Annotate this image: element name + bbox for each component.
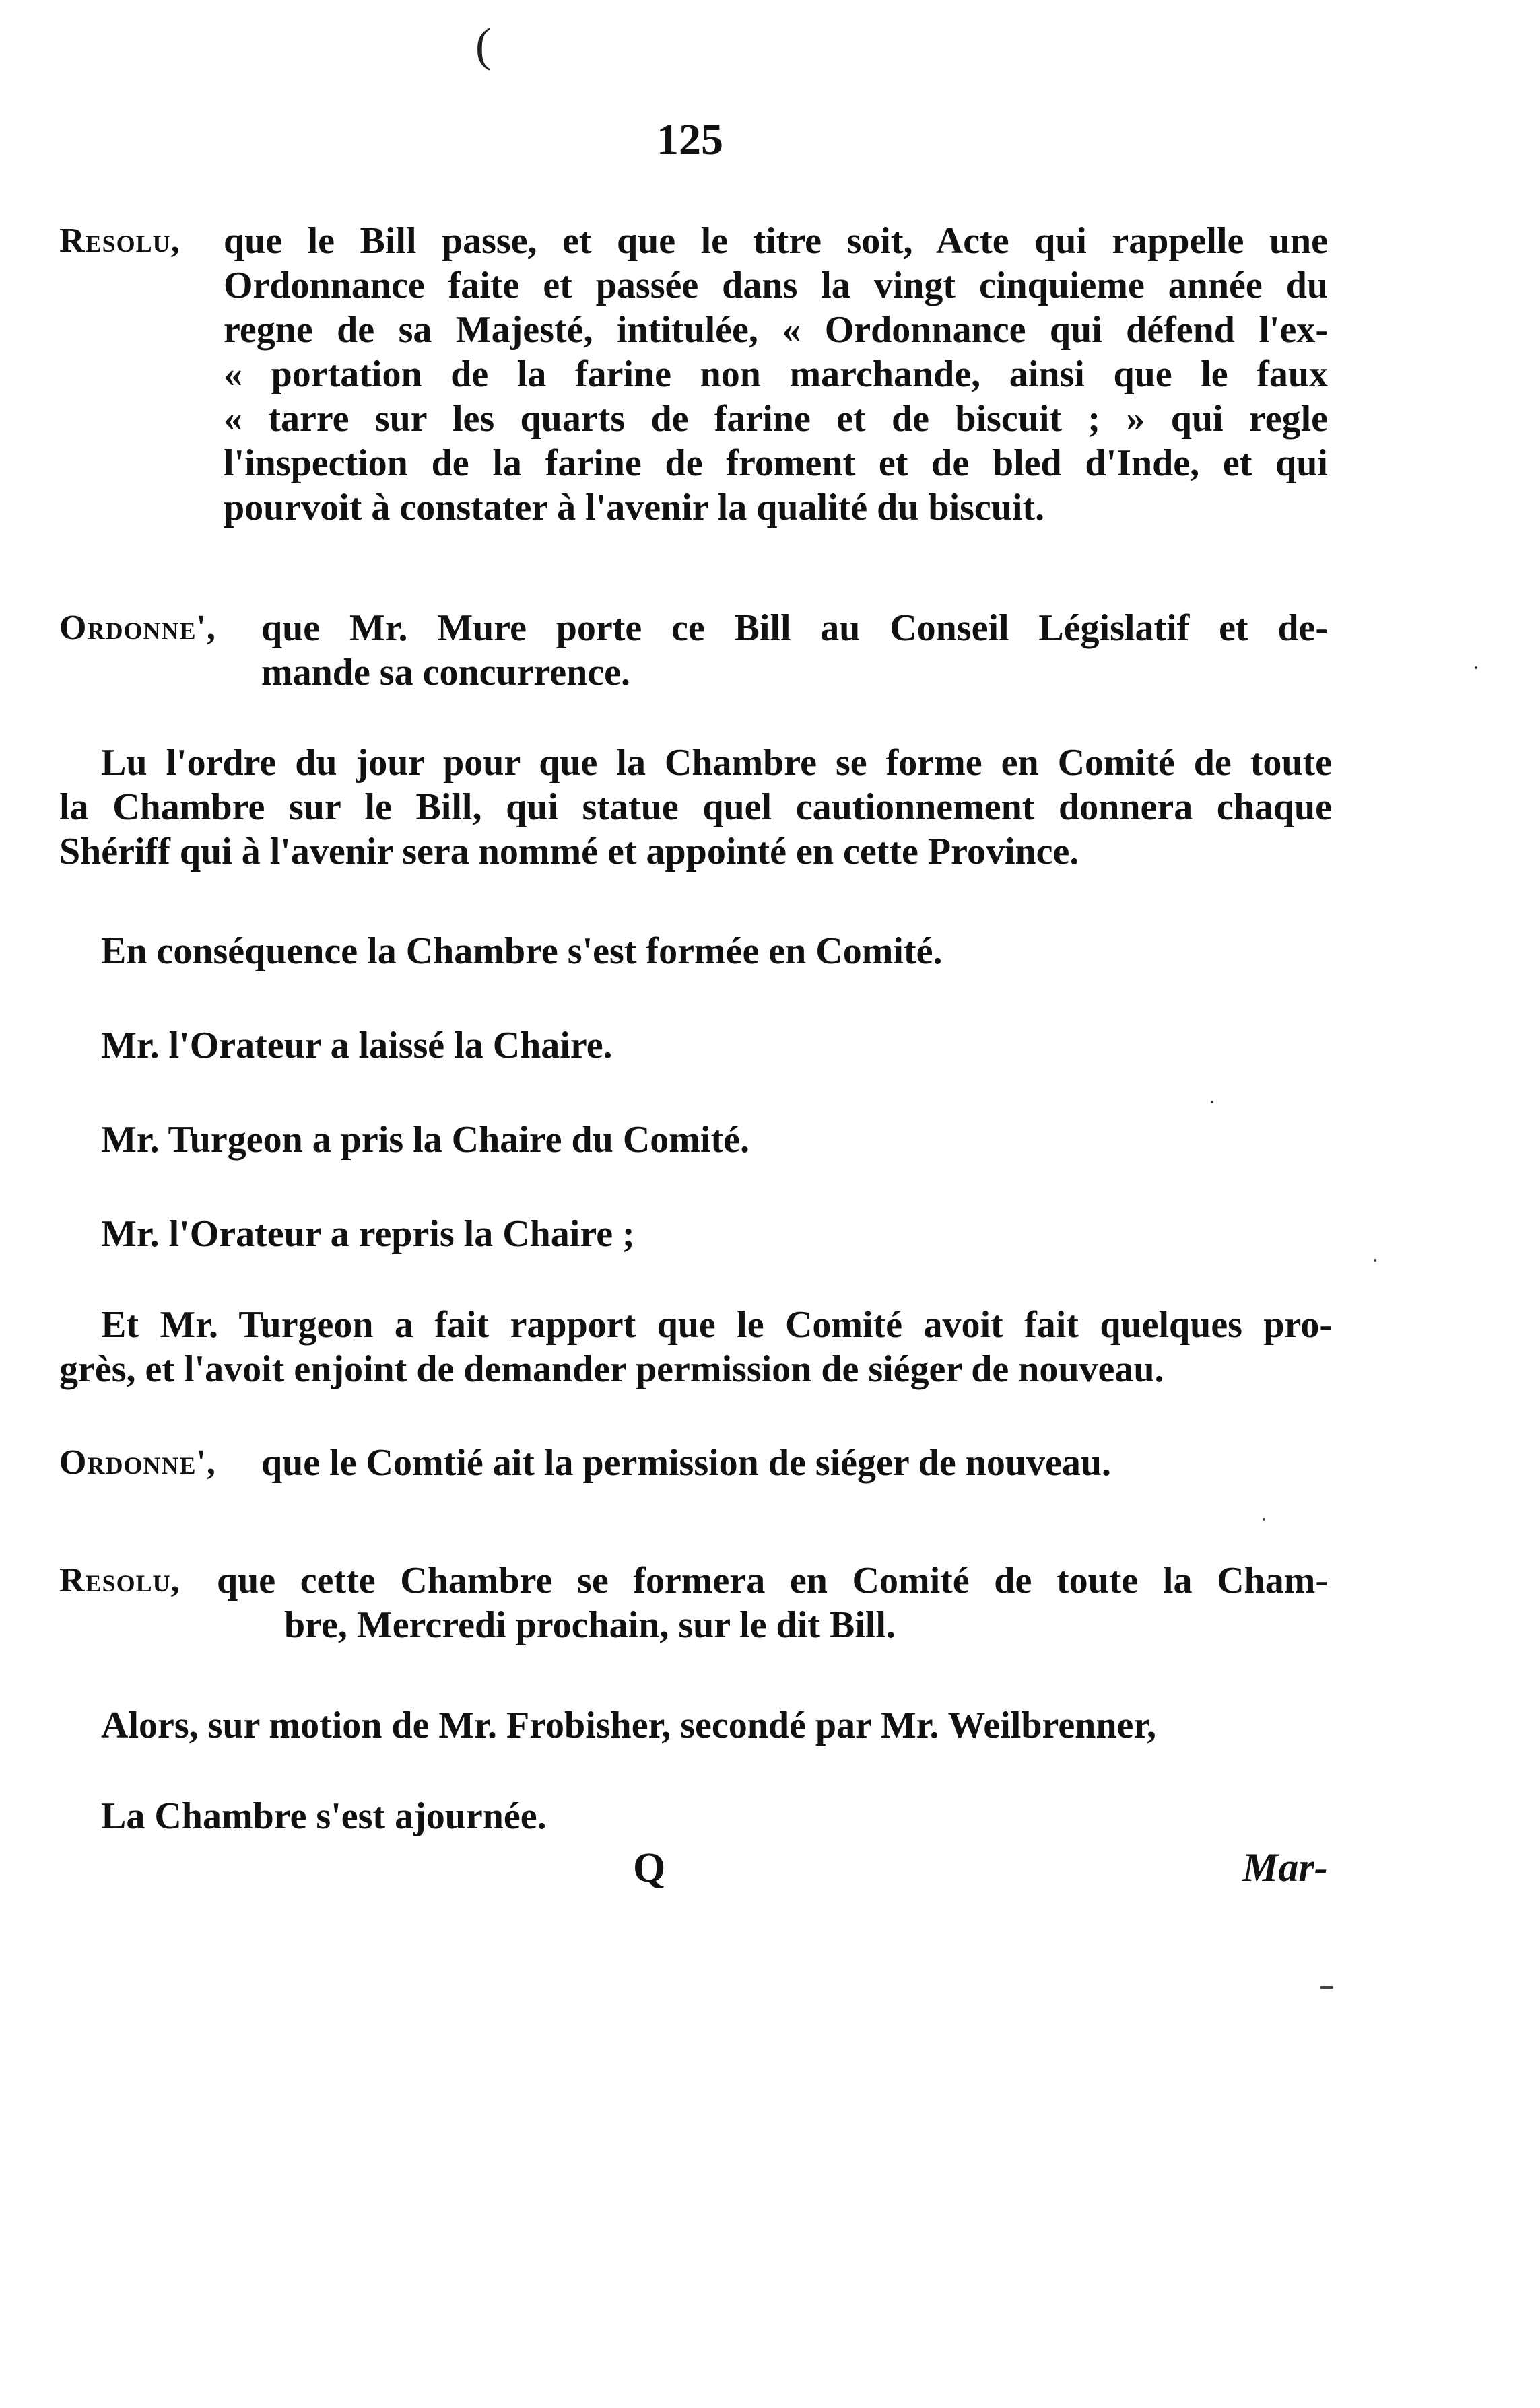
order-mure-bill [59, 606, 1332, 700]
speaker-left-chair-line: Mr. l'Orateur a laissé la Chaire. [101, 1025, 613, 1066]
order-text [261, 1441, 1328, 1485]
order-sit-again [59, 1441, 1332, 1488]
text-line: que cette Chambre se formera en Comité de toute la Cham- [217, 1560, 1328, 1602]
page-number: 125 [657, 115, 723, 164]
committee-formed-line: En conséquence la Chambre s'est formée en Comité. [101, 930, 943, 972]
text-line: grès, et l'avoit enjoint de demander permission de siéger de nouveau. [59, 1348, 1164, 1390]
order-label: Ordonne', [59, 609, 216, 647]
text-line: la Chambre sur le Bill, qui statue quel cautionnement donnera chaque [59, 786, 1332, 828]
resolution-bill-farine [59, 219, 1332, 535]
text-line: Et Mr. Turgeon a fait rapport que le Comité avoit fait quelques pro- [101, 1304, 1332, 1346]
text-line: « tarre sur les quarts de farine et de biscuit ; » qui regle [224, 398, 1328, 440]
text-line: que le Comtié ait la permission de siéger de nouveau. [261, 1442, 1112, 1484]
order-of-day-paragraph [59, 741, 1332, 874]
scan-speck [1263, 1518, 1265, 1521]
text-line: Shériff qui à l'avenir sera nommé et appointé en cette Province. [59, 831, 1079, 872]
text-line: Lu l'ordre du jour pour que la Chambre se forme en Comité de toute [101, 742, 1332, 784]
scan-speck [1475, 666, 1477, 669]
margin-mark: ( [475, 20, 492, 71]
turgeon-chair-line: Mr. Turgeon a pris la Chaire du Comité. [101, 1119, 749, 1161]
text-line: « portation de la farine non marchande, ainsi que le faux [224, 353, 1328, 395]
adjourned-line: La Chambre s'est ajournée. [101, 1795, 547, 1837]
text-line: Ordonnance faite et passée dans la vingt cinquieme année du [224, 265, 1328, 306]
resolution-label: Resolu, [59, 221, 180, 260]
text-line: bre, Mercredi prochain, sur le dit Bill. [284, 1604, 896, 1646]
text-line: que Mr. Mure porte ce Bill au Conseil Législatif et de- [261, 607, 1328, 649]
scan-speck [1320, 1986, 1333, 1989]
text-line: pourvoit à constater à l'avenir la qualité du biscuit. [224, 487, 1045, 528]
resolution-text [224, 219, 1328, 530]
resolution-label: Resolu, [59, 1561, 180, 1599]
catchword: Mar- [1242, 1845, 1328, 1890]
speaker-resumed-chair-line: Mr. l'Orateur a repris la Chaire ; [101, 1213, 635, 1255]
committee-report-paragraph [59, 1303, 1332, 1391]
text-line: l'inspection de la farine de froment et de bled d'Inde, et qui [224, 442, 1328, 484]
order-text [261, 606, 1328, 695]
text-line: regne de sa Majesté, intitulée, « Ordonnance qui défend l'ex- [224, 309, 1328, 351]
scan-speck [1374, 1259, 1376, 1262]
scan-speck [1211, 1101, 1213, 1103]
text-line: que le Bill passe, et que le titre soit, Acte qui rappelle une [224, 220, 1328, 262]
signature-mark: Q [633, 1845, 666, 1891]
order-label: Ordonne', [59, 1443, 216, 1482]
resolution-text [217, 1558, 1328, 1647]
resolution-committee-wednesday [59, 1558, 1332, 1653]
motion-line: Alors, sur motion de Mr. Frobisher, secondé par Mr. Weilbrenner, [101, 1705, 1157, 1746]
text-line: mande sa concurrence. [261, 652, 630, 693]
